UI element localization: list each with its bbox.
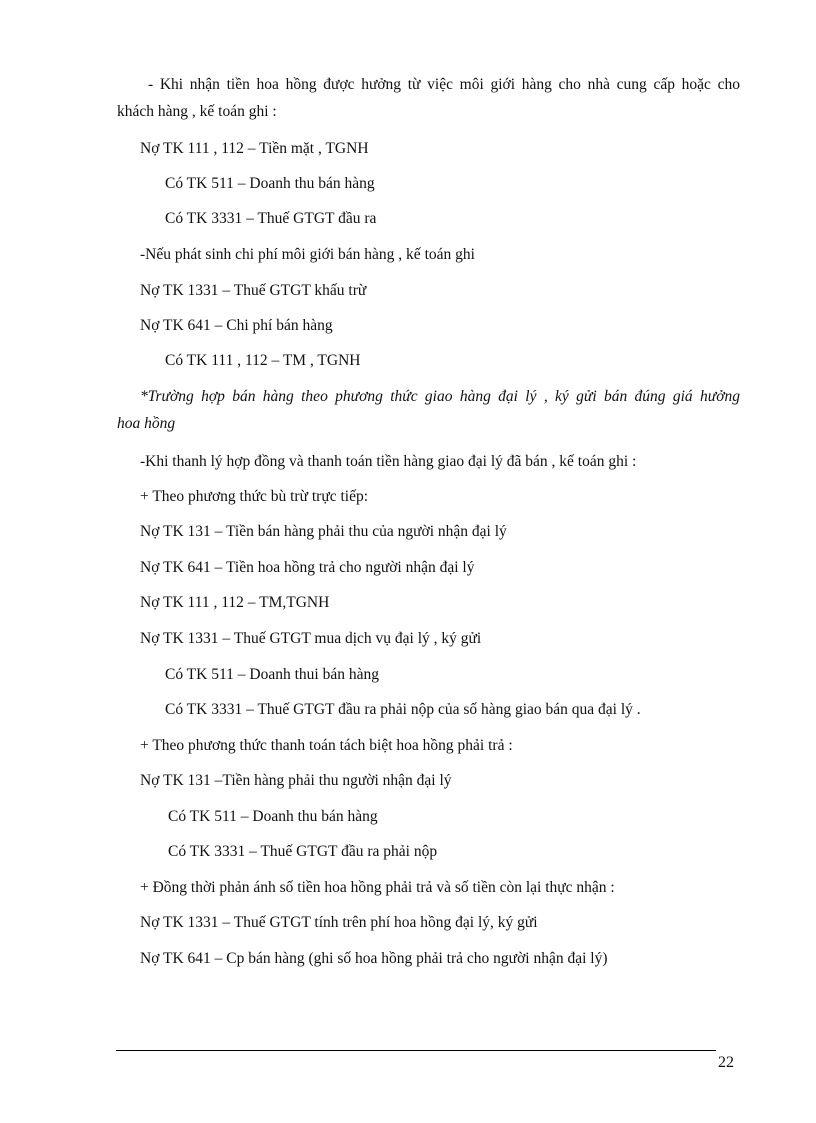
credit-entry: Có TK 111 , 112 – TM , TGNH [165,352,361,369]
paragraph-line: -Nếu phát sinh chi phí môi giới bán hàng , kế toán ghi [140,246,475,263]
debit-entry: Nợ TK 111 , 112 – TM,TGNH [140,594,330,611]
credit-entry: Có TK 511 – Doanh thu bán hàng [168,808,378,825]
debit-entry: Nợ TK 641 – Chi phí bán hàng [140,317,333,334]
paragraph-line: khách hàng , kế toán ghi : [117,103,277,120]
section-heading: *Trường hợp bán hàng theo phương thức giao hàng đại lý , ký gửi bán đúng giá hưởng [140,388,740,405]
debit-entry: Nợ TK 641 – Cp bán hàng (ghi số hoa hồng phải trả cho người nhận đại lý) [140,950,608,967]
debit-entry: Nợ TK 641 – Tiền hoa hồng trả cho người nhận đại lý [140,559,475,576]
footer-divider [116,1050,716,1051]
method-heading: + Theo phương thức thanh toán tách biệt hoa hồng phải trả : [140,737,513,754]
credit-entry: Có TK 3331 – Thuế GTGT đầu ra phải nộp của số hàng giao bán qua đại lý . [165,701,641,718]
paragraph-line: - Khi nhận tiền hoa hồng được hưởng từ việc môi giới hàng cho nhà cung cấp hoặc cho [148,76,740,93]
credit-entry: Có TK 511 – Doanh thui bán hàng [165,666,379,683]
paragraph-line: -Khi thanh lý hợp đồng và thanh toán tiền hàng giao đại lý đã bán , kế toán ghi : [140,453,637,470]
page-number: 22 [718,1054,734,1071]
credit-entry: Có TK 3331 – Thuế GTGT đầu ra phải nộp [168,843,438,860]
credit-entry: Có TK 3331 – Thuế GTGT đầu ra [165,210,377,227]
debit-entry: Nợ TK 1331 – Thuế GTGT khấu trừ [140,282,367,299]
debit-entry: Nợ TK 131 –Tiền hàng phải thu người nhận đại lý [140,772,452,789]
section-heading: hoa hồng [117,415,176,432]
credit-entry: Có TK 511 – Doanh thu bán hàng [165,175,375,192]
method-heading: + Đồng thời phản ánh số tiền hoa hồng phải trả và số tiền còn lại thực nhận : [140,879,615,896]
method-heading: + Theo phương thức bù trừ trực tiếp: [140,488,369,505]
debit-entry: Nợ TK 111 , 112 – Tiền mặt , TGNH [140,140,369,157]
debit-entry: Nợ TK 1331 – Thuế GTGT tính trên phí hoa hồng đại lý, ký gửi [140,914,538,931]
debit-entry: Nợ TK 131 – Tiền bán hàng phải thu của người nhận đại lý [140,523,507,540]
debit-entry: Nợ TK 1331 – Thuế GTGT mua dịch vụ đại lý , ký gửi [140,630,482,647]
